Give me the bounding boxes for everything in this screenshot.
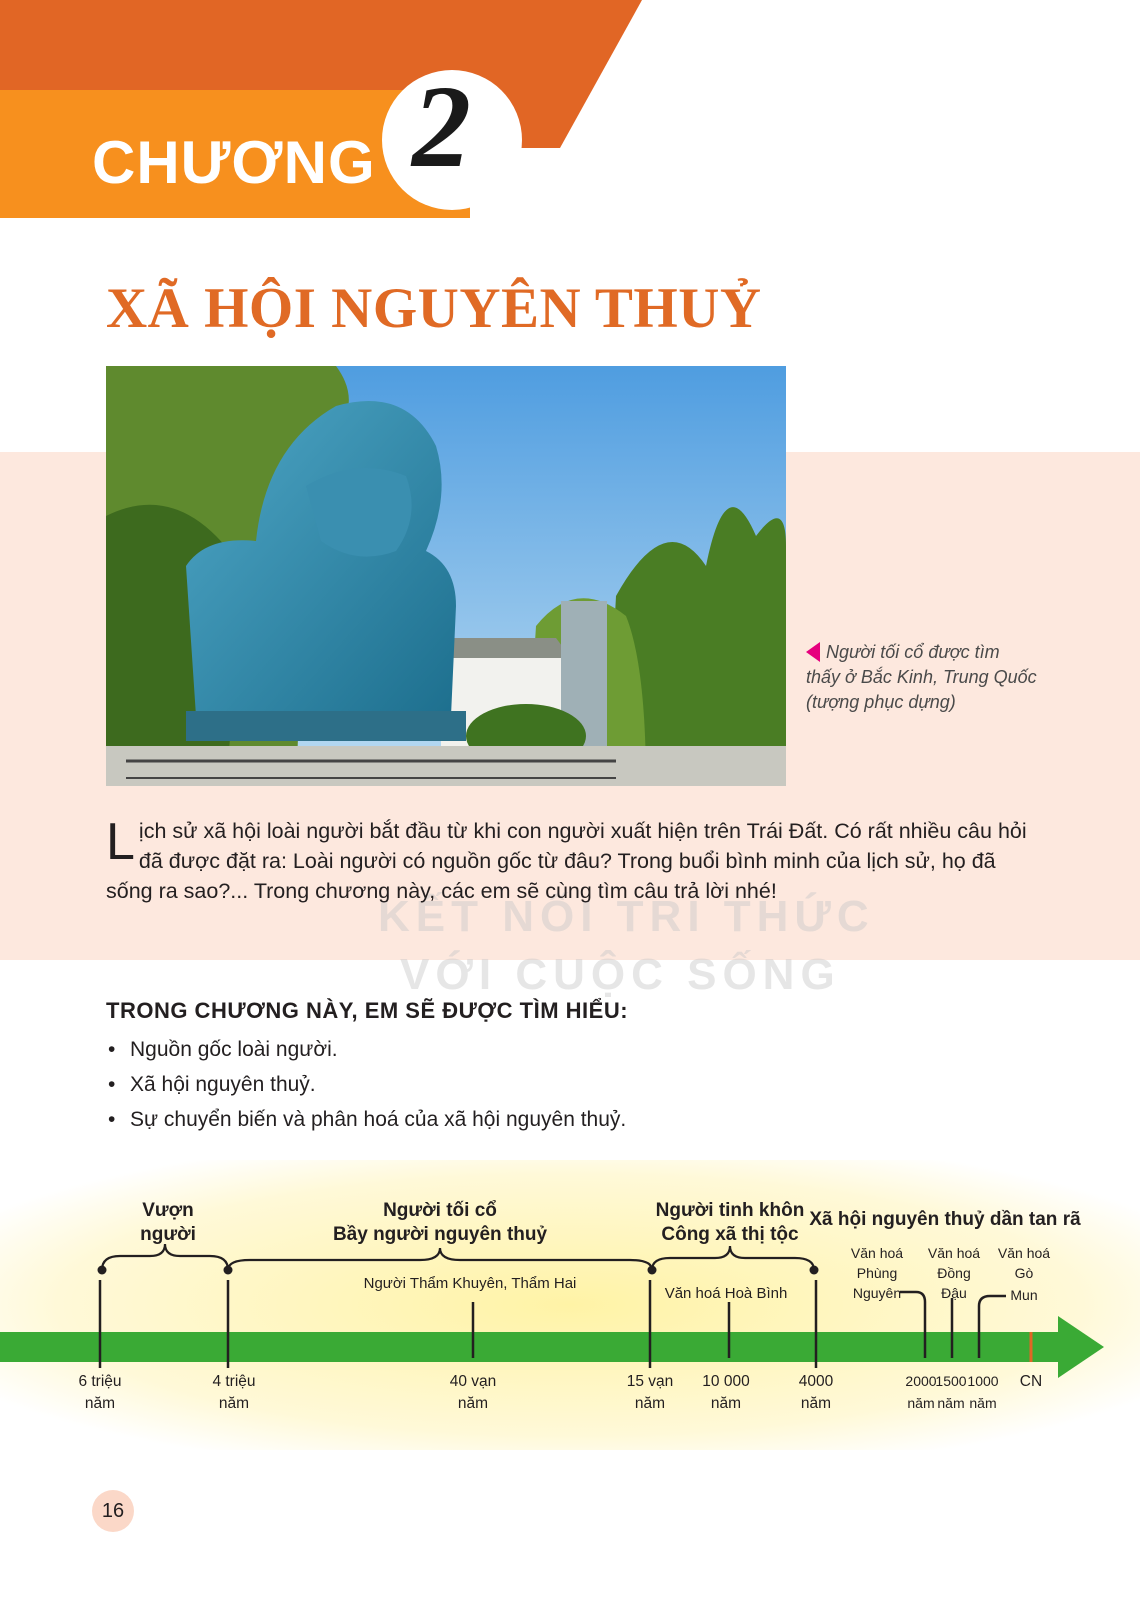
culture-phung-2: Phùng xyxy=(856,1265,898,1281)
culture-dong-1: Văn hoá xyxy=(927,1245,981,1261)
tick-label: 15 vạn xyxy=(626,1373,674,1390)
period-2-line1: Người tối cổ xyxy=(383,1200,497,1221)
tick-label: năm xyxy=(907,1395,935,1411)
tick-label: năm xyxy=(634,1395,666,1412)
brace-dot xyxy=(648,1266,657,1275)
list-item: • Nguồn gốc loài người. xyxy=(106,1032,626,1067)
intro-text: ịch sử xã hội loài người bắt đầu từ khi con người xuất hiện trên Trái Đất. Có rất nhiều câu hỏi đã được đặt ra: Loài người có nguồn gốc từ đâu? Trong buổi bình minh của lịch sử, họ đã sống ra sao?... Trong chương này, các em sẽ cùng tìm câu trả lời nhé! xyxy=(106,819,1027,903)
ground xyxy=(106,746,786,786)
period-3-line2: Công xã thị tộc xyxy=(661,1224,799,1245)
chapter-title: XÃ HỘI NGUYÊN THUỶ xyxy=(106,277,762,340)
drop-cap: L xyxy=(106,813,135,871)
watermark-line1: KẾT NỐI TRI THỨC xyxy=(378,892,875,941)
period-2-sub: Người Thẩm Khuyên, Thẩm Hai xyxy=(363,1275,577,1292)
brace-dot xyxy=(810,1266,819,1275)
period-3-sub: Văn hoá Hoà Bình xyxy=(664,1285,788,1302)
chapter-label: CHƯƠNG xyxy=(92,129,376,196)
period-1-line2: người xyxy=(140,1224,196,1245)
tick-label-cn: CN xyxy=(1019,1373,1043,1390)
culture-dong-3: Đậu xyxy=(941,1285,967,1301)
tick-label: năm xyxy=(457,1395,489,1412)
timeline-axis xyxy=(0,1332,1060,1362)
culture-go-3: Mun xyxy=(1010,1287,1038,1303)
list-item: • Xã hội nguyên thuỷ. xyxy=(106,1067,626,1102)
period-3-line1: Người tinh khôn xyxy=(655,1200,805,1221)
tick-label: 4 triệu xyxy=(212,1373,256,1390)
tick-label: 40 vạn xyxy=(449,1373,497,1390)
period-1-line1: Vượn xyxy=(142,1200,194,1221)
tick-label: 4000 xyxy=(798,1373,834,1390)
culture-phung-3: Nguyên xyxy=(852,1285,902,1301)
page-number: 16 xyxy=(92,1490,134,1532)
pedestal xyxy=(186,711,466,741)
photo-caption xyxy=(806,640,1106,715)
caption-line2: thấy ở Bắc Kinh, Trung Quốc xyxy=(806,667,1037,687)
culture-phung-1: Văn hoá xyxy=(850,1245,904,1261)
tick-label: năm xyxy=(800,1395,832,1412)
caption-line1: Người tối cổ được tìm xyxy=(826,642,1000,662)
chapter-number: 2 xyxy=(412,61,471,192)
culture-dong-2: Đồng xyxy=(937,1265,971,1281)
tick-label: năm xyxy=(937,1395,965,1411)
tick-label: năm xyxy=(710,1395,742,1412)
watermark-line2: VỚI CUỘC SỐNG xyxy=(400,950,841,999)
tick-label: năm xyxy=(218,1395,250,1412)
tick-label: năm xyxy=(84,1395,116,1412)
tick-label: năm xyxy=(969,1395,997,1411)
history-timeline xyxy=(0,1160,1140,1450)
culture-go-2: Gò xyxy=(1014,1265,1034,1281)
tick-label: 1500 xyxy=(935,1373,967,1389)
tick-label: 10 000 xyxy=(702,1373,750,1390)
culture-go-1: Văn hoá xyxy=(997,1245,1051,1261)
period-4: Xã hội nguyên thuỷ dần tan rã xyxy=(809,1209,1081,1230)
period-2-line2: Bầy người nguyên thuỷ xyxy=(332,1224,548,1245)
brace-dot xyxy=(224,1266,233,1275)
learn-heading: TRONG CHƯƠNG NÀY, EM SẼ ĐƯỢC TÌM HIỂU: xyxy=(106,998,629,1023)
tick-label: 6 triệu xyxy=(78,1373,122,1390)
list-item: • Sự chuyển biến và phân hoá của xã hội nguyên thuỷ. xyxy=(106,1102,626,1137)
tick-label: 1000 xyxy=(967,1373,999,1389)
intro-paragraph xyxy=(106,813,1036,906)
learn-list xyxy=(106,1032,626,1137)
brace-dot xyxy=(98,1266,107,1275)
caption-line3: (tượng phục dựng) xyxy=(806,692,956,712)
statue-photo xyxy=(106,366,786,786)
tick-label: 2000 xyxy=(905,1373,937,1389)
